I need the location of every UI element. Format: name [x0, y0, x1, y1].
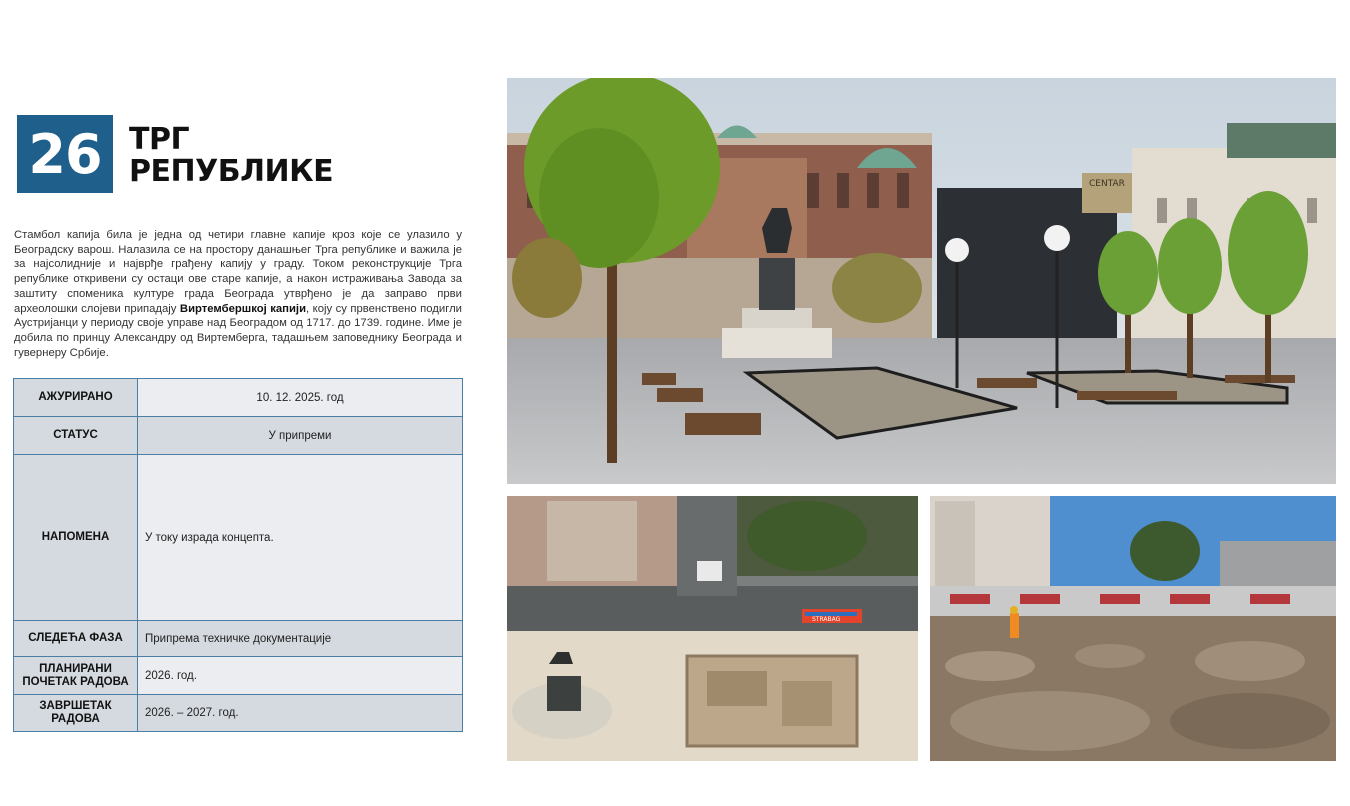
description-text — [14, 228, 462, 360]
label-updated: АЖУРИРАНО — [14, 379, 138, 417]
table-row-completion — [14, 695, 463, 732]
info-table — [13, 378, 463, 732]
title-line-2: РЕПУБЛИКЕ — [129, 154, 334, 189]
label-planned-start: ПЛАНИРАНИ ПОЧЕТАК РАДОВА — [14, 657, 138, 695]
table-row-updated — [14, 379, 463, 417]
value-next-phase: Припрема техничке документације — [138, 621, 463, 657]
value-note: У току израда концепта. — [138, 455, 463, 621]
label-next-phase: СЛЕДЕЋА ФАЗА — [14, 621, 138, 657]
main-square-photo — [507, 78, 1336, 484]
project-number-badge: 26 — [17, 115, 113, 193]
value-updated: 10. 12. 2025. год — [138, 379, 463, 417]
page-title — [129, 124, 333, 188]
ground-excavation-photo — [930, 496, 1336, 761]
table-row-status — [14, 417, 463, 455]
description-part-2: , коју су првенствено подигли Аустријанци у периоду своје управе над Београдом од 1717. до 1739. године. Име је добила по принцу Александру од Виртемберга, тадашњем заповеднику Београда и гувернеру Србије. — [14, 302, 462, 359]
bus-sign-text: STRABAG — [812, 616, 841, 623]
table-row-note — [14, 455, 463, 621]
value-status: У припреми — [138, 417, 463, 455]
label-note: НАПОМЕНА — [14, 455, 138, 621]
title-line-1: ТРГ — [129, 122, 190, 157]
description-bold: Виртембершкој капији — [179, 302, 307, 315]
label-completion: ЗАВРШЕТАК РАДОВА — [14, 695, 138, 732]
table-row-next-phase — [14, 621, 463, 657]
value-completion: 2026. – 2027. год. — [138, 695, 463, 732]
description-part-1: Стамбол капија била је једна од четири главне капије кроз које се улазило у Београдску варош. Налазила се на простору данашњег Трга републике и важила је за најсолидније и најврђе грађену капију у граду. Током реконструкције Трга републике откривени су остаци ове старе капије, а након истраживања Завода за заштиту споменика културе града Београда утврђено је да заправо први археолошки слојеви припадају — [14, 229, 462, 315]
value-planned-start: 2026. год. — [138, 657, 463, 695]
building-sign-text: CENTAR — [1089, 179, 1125, 189]
aerial-excavation-photo — [507, 496, 918, 761]
table-row-planned-start — [14, 657, 463, 695]
label-status: СТАТУС — [14, 417, 138, 455]
